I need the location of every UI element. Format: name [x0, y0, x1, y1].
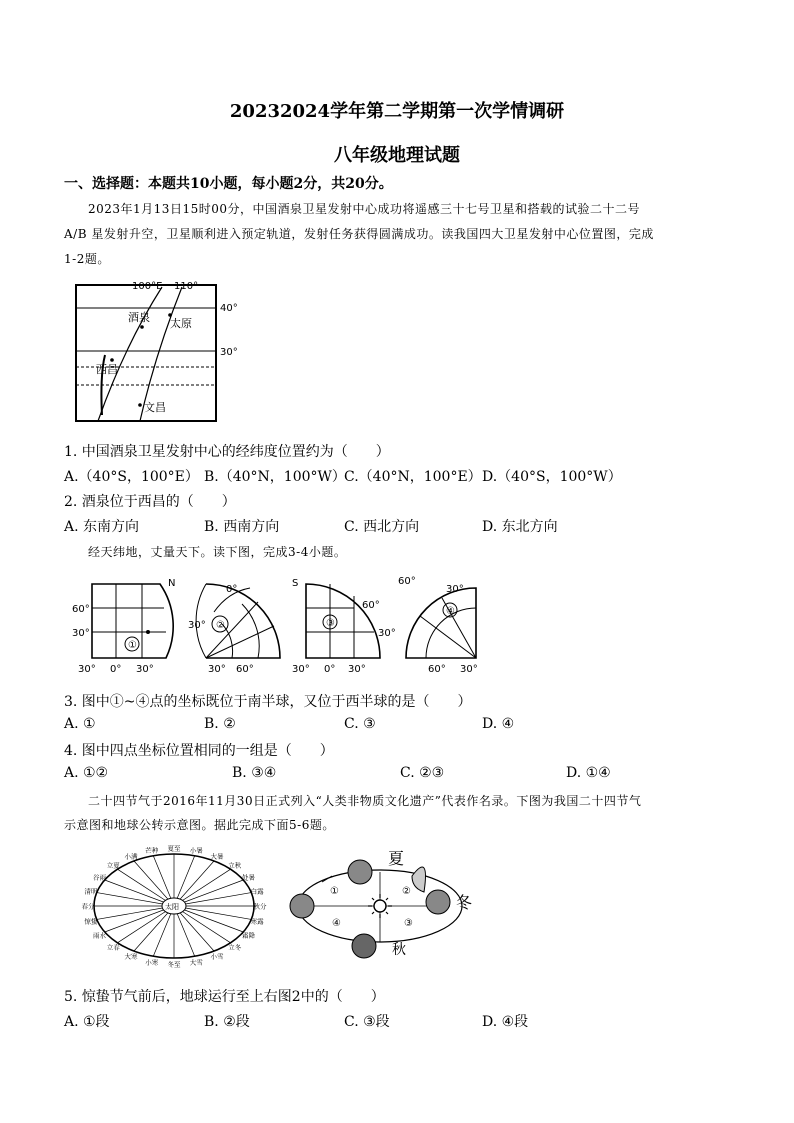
orbit-seg-3: ③ [404, 918, 413, 929]
q5-option-c[interactable]: C. ③段 [344, 1014, 390, 1030]
term-label: 春分 [81, 902, 95, 911]
grid2-lat: 30° [188, 620, 206, 631]
term-label: 雨水 [93, 931, 107, 940]
q5-option-d[interactable]: D. ④段 [482, 1014, 529, 1030]
grid1-lon-a: 30° [78, 664, 96, 675]
orbit-seg-4: ④ [332, 918, 341, 929]
term-label: 小雪 [210, 952, 224, 961]
orbit-label-summer: 夏 [388, 849, 405, 868]
orbit-seg-2: ② [402, 886, 411, 897]
term-label: 大雪 [189, 958, 203, 967]
grid2-top: 0° [226, 584, 238, 595]
passage1-line1: 2023年1月13日15时00分，中国酒泉卫星发射中心成功将遥感三十七号卫星和搭载的试验二十二号 [88, 202, 640, 216]
term-label: 清明 [84, 887, 98, 896]
q1-option-a[interactable]: A.（40°S，100°E） [64, 469, 199, 485]
lat-label-40: 40° [220, 303, 238, 314]
grid4-lon-a: 60° [428, 664, 446, 675]
term-label: 立秋 [228, 861, 242, 870]
term-label: 处暑 [241, 873, 255, 882]
q3-option-a[interactable]: A. ① [64, 716, 96, 732]
page-subtitle: 八年级地理试题 [334, 145, 460, 166]
passage3-line1: 二十四节气于2016年11月30日正式列入“人类非物质文化遗产”代表作名录。下图为我国二十四节气 [88, 794, 642, 808]
orbit-diagram [280, 842, 480, 972]
q4-stem: 4. 图中四点坐标位置相同的一组是（ ） [64, 743, 334, 759]
term-label: 惊蛰 [84, 917, 98, 926]
grid4-lon-b: 30° [460, 664, 478, 675]
launch-center-map [70, 275, 250, 425]
term-label: 大寒 [124, 952, 138, 961]
grid4-lat-60: 60° [398, 576, 416, 587]
term-label: 大暑 [210, 852, 224, 861]
q5-option-b[interactable]: B. ②段 [204, 1014, 250, 1030]
lat-label-30: 30° [220, 347, 238, 358]
term-label: 谷雨 [93, 873, 107, 882]
q3-option-b[interactable]: B. ② [204, 716, 236, 732]
solar-terms-diagram [76, 842, 272, 972]
q1-stem: 1. 中国酒泉卫星发射中心的经纬度位置约为（ ） [64, 444, 390, 460]
q2-option-b[interactable]: B. 西南方向 [204, 519, 280, 535]
term-label: 芒种 [145, 846, 159, 855]
q1-option-d[interactable]: D.（40°S，100°W） [482, 469, 622, 485]
term-label: 小暑 [189, 846, 203, 855]
orbit-label-winter: 冬 [456, 893, 473, 912]
grid3-lat-30: 30° [378, 628, 396, 639]
q3-option-d[interactable]: D. ④ [482, 716, 515, 732]
grid3-lat-60: 60° [362, 600, 380, 611]
passage3-line2: 示意图和地球公转示意图。据此完成下面5-6题。 [64, 818, 335, 832]
term-label: 白露 [250, 887, 264, 896]
q4-option-a[interactable]: A. ①② [64, 765, 109, 781]
grid1-pole: N [168, 578, 176, 589]
sun-icon [368, 894, 392, 918]
term-label: 立夏 [106, 861, 120, 870]
lon-label-100: 100°E [132, 281, 163, 292]
grid3-pole: S [292, 578, 299, 589]
page-title: 20232024学年第二学期第一次学情调研 [229, 101, 565, 122]
grid3-lon-a: 30° [292, 664, 310, 675]
term-label: 秋分 [253, 902, 267, 911]
passage1-line3: 1-2题。 [64, 252, 110, 266]
passage1-line2: A/B 星发射升空，卫星顺利进入预定轨道，发射任务获得圆满成功。读我国四大卫星发射中心位置图，完成 [64, 227, 654, 241]
term-label: 立春 [106, 943, 120, 952]
term-label: 小满 [124, 852, 138, 861]
term-label: 霜降 [241, 931, 255, 940]
q1-option-b[interactable]: B.（40°N，100°W） [204, 469, 346, 485]
grid4-point: ④ [446, 606, 455, 617]
grid1-lat-60: 60° [72, 604, 90, 615]
grid-figure-4 [398, 572, 488, 680]
q4-option-c[interactable]: C. ②③ [400, 765, 445, 781]
grid1-lon-c: 30° [136, 664, 154, 675]
q2-option-d[interactable]: D. 东北方向 [482, 519, 558, 535]
sun-label: 太阳 [165, 903, 179, 911]
grid4-lat-30: 30° [446, 584, 464, 595]
place-xichang: 西昌 [96, 363, 118, 376]
orbit-seg-1: ① [330, 886, 339, 897]
term-label: 小寒 [145, 958, 159, 967]
q5-stem: 5. 惊蛰节气前后，地球运行至上右图2中的（ ） [64, 989, 385, 1005]
grid-figure-2 [188, 572, 298, 680]
term-label: 寒露 [250, 917, 264, 926]
grid3-lon-b: 0° [324, 664, 336, 675]
grid1-lon-b: 0° [110, 664, 122, 675]
grid2-lon-b: 60° [236, 664, 254, 675]
place-wenchang: 文昌 [144, 401, 166, 414]
term-label: 夏至 [167, 844, 181, 853]
grid1-point: ① [128, 640, 137, 651]
orbit-label-autumn: 秋 [392, 942, 406, 958]
grid-figure-3 [290, 572, 400, 680]
grid2-lon-a: 30° [208, 664, 226, 675]
q2-option-c[interactable]: C. 西北方向 [344, 519, 420, 535]
grid-figure-1 [72, 572, 192, 680]
q4-option-b[interactable]: B. ③④ [232, 765, 277, 781]
q1-option-c[interactable]: C.（40°N，100°E） [344, 469, 482, 485]
grid3-lon-c: 30° [348, 664, 366, 675]
q3-stem: 3. 图中①~④点的坐标既位于南半球，又位于西半球的是（ ） [64, 694, 472, 710]
q2-stem: 2. 酒泉位于西昌的（ ） [64, 494, 236, 510]
q2-option-a[interactable]: A. 东南方向 [64, 519, 140, 535]
grid3-point: ③ [326, 618, 335, 629]
term-label: 冬至 [167, 960, 181, 969]
q3-option-c[interactable]: C. ③ [344, 716, 376, 732]
q5-option-a[interactable]: A. ①段 [64, 1014, 110, 1030]
section-heading: 一、选择题：本题共10小题，每小题2分，共20分。 [64, 176, 393, 192]
place-jiuquan: 酒泉 [128, 311, 150, 324]
q4-option-d[interactable]: D. ①④ [566, 765, 611, 781]
passage2: 经天纬地，丈量天下。读下图，完成3-4小题。 [88, 545, 347, 559]
lon-label-110: 110° [174, 281, 199, 292]
grid2-point: ② [216, 620, 225, 631]
term-label: 立冬 [228, 943, 242, 952]
grid1-lat-30: 30° [72, 628, 90, 639]
place-taiyuan: 太原 [170, 317, 192, 330]
